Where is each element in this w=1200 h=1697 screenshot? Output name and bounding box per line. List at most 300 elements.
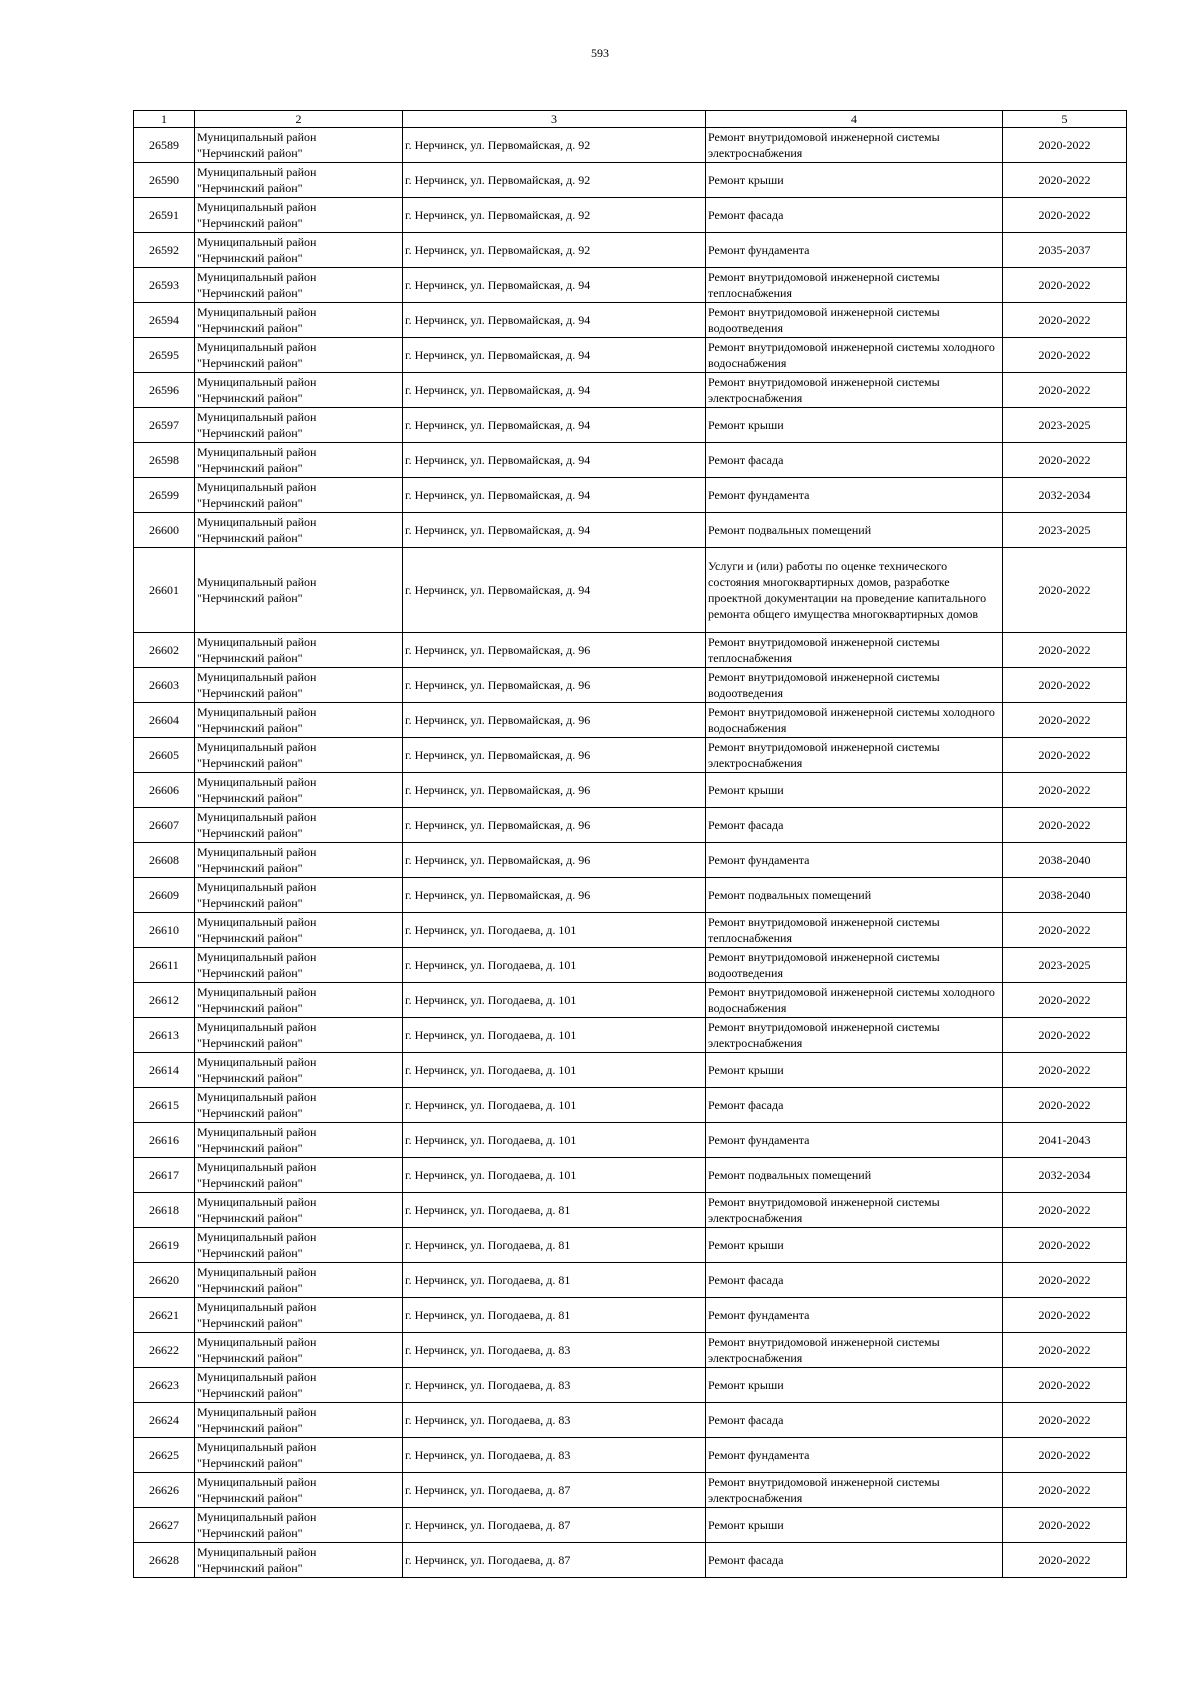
municipality <box>195 163 403 198</box>
municipality-line: "Нерчинский район" <box>197 1071 303 1085</box>
municipality-line: Муниципальный район <box>197 635 317 649</box>
table-row <box>134 1333 1127 1368</box>
table-row <box>134 1228 1127 1263</box>
table-row <box>134 633 1127 668</box>
municipality-line: Муниципальный район <box>197 165 317 179</box>
record-number: 26612 <box>134 983 195 1018</box>
table-row <box>134 408 1127 443</box>
municipality-line: "Нерчинский район" <box>197 1246 303 1260</box>
address: г. Нерчинск, ул. Первомайская, д. 94 <box>403 548 706 633</box>
municipality-line: Муниципальный район <box>197 515 317 529</box>
work-type: Ремонт фундамента <box>706 1298 1003 1333</box>
table-row <box>134 1018 1127 1053</box>
work-type: Ремонт фундамента <box>706 478 1003 513</box>
work-type: Ремонт внутридомовой инженерной системы водоотведения <box>706 668 1003 703</box>
period: 2020-2022 <box>1003 1403 1127 1438</box>
address: г. Нерчинск, ул. Погодаева, д. 81 <box>403 1228 706 1263</box>
municipality-line: Муниципальный район <box>197 1300 317 1314</box>
address: г. Нерчинск, ул. Первомайская, д. 94 <box>403 303 706 338</box>
municipality <box>195 1193 403 1228</box>
work-type: Ремонт внутридомовой инженерной системы электроснабжения <box>706 128 1003 163</box>
municipality-line: Муниципальный район <box>197 1545 317 1559</box>
period: 2038-2040 <box>1003 878 1127 913</box>
municipality-line: Муниципальный район <box>197 1475 317 1489</box>
municipality-line: Муниципальный район <box>197 375 317 389</box>
municipality <box>195 1368 403 1403</box>
municipality-line: "Нерчинский район" <box>197 286 303 300</box>
period: 2041-2043 <box>1003 1123 1127 1158</box>
address: г. Нерчинск, ул. Погодаева, д. 87 <box>403 1543 706 1578</box>
record-number: 26616 <box>134 1123 195 1158</box>
period: 2020-2022 <box>1003 1263 1127 1298</box>
work-type: Ремонт внутридомовой инженерной системы теплоснабжения <box>706 913 1003 948</box>
municipality-line: "Нерчинский район" <box>197 461 303 475</box>
municipality-line: "Нерчинский район" <box>197 1316 303 1330</box>
municipality <box>195 513 403 548</box>
record-number: 26592 <box>134 233 195 268</box>
municipality <box>195 1123 403 1158</box>
municipality <box>195 1333 403 1368</box>
work-type: Ремонт внутридомовой инженерной системы теплоснабжения <box>706 268 1003 303</box>
municipality <box>195 773 403 808</box>
municipality-line: "Нерчинский район" <box>197 1001 303 1015</box>
address: г. Нерчинск, ул. Погодаева, д. 101 <box>403 1158 706 1193</box>
table-row <box>134 878 1127 913</box>
table-header <box>134 111 1127 128</box>
work-type: Ремонт фасада <box>706 1263 1003 1298</box>
municipality-line: "Нерчинский район" <box>197 826 303 840</box>
record-number: 26623 <box>134 1368 195 1403</box>
column-header-4: 4 <box>706 111 1003 128</box>
address: г. Нерчинск, ул. Первомайская, д. 94 <box>403 373 706 408</box>
page-number: 593 <box>591 46 609 60</box>
work-type: Ремонт фасада <box>706 198 1003 233</box>
address: г. Нерчинск, ул. Первомайская, д. 96 <box>403 668 706 703</box>
municipality <box>195 668 403 703</box>
municipality-line: "Нерчинский район" <box>197 1526 303 1540</box>
repair-schedule-table <box>133 110 1127 1578</box>
table-row <box>134 443 1127 478</box>
period: 2020-2022 <box>1003 1473 1127 1508</box>
record-number: 26603 <box>134 668 195 703</box>
period: 2020-2022 <box>1003 1543 1127 1578</box>
municipality-line: Муниципальный район <box>197 845 317 859</box>
work-type: Ремонт крыши <box>706 1508 1003 1543</box>
table-row <box>134 1508 1127 1543</box>
municipality-line: "Нерчинский район" <box>197 686 303 700</box>
period: 2020-2022 <box>1003 1368 1127 1403</box>
work-type: Ремонт подвальных помещений <box>706 1158 1003 1193</box>
municipality-line: Муниципальный район <box>197 1440 317 1454</box>
record-number: 26626 <box>134 1473 195 1508</box>
record-number: 26621 <box>134 1298 195 1333</box>
period: 2020-2022 <box>1003 1298 1127 1333</box>
table-row <box>134 1473 1127 1508</box>
record-number: 26590 <box>134 163 195 198</box>
address: г. Нерчинск, ул. Погодаева, д. 83 <box>403 1368 706 1403</box>
work-type: Ремонт крыши <box>706 1053 1003 1088</box>
record-number: 26597 <box>134 408 195 443</box>
municipality <box>195 738 403 773</box>
period: 2020-2022 <box>1003 338 1127 373</box>
municipality <box>195 1158 403 1193</box>
table-row <box>134 1123 1127 1158</box>
table-row <box>134 338 1127 373</box>
work-type: Ремонт подвальных помещений <box>706 513 1003 548</box>
municipality <box>195 1263 403 1298</box>
period: 2020-2022 <box>1003 808 1127 843</box>
address: г. Нерчинск, ул. Первомайская, д. 94 <box>403 443 706 478</box>
municipality <box>195 1088 403 1123</box>
municipality-line: "Нерчинский район" <box>197 651 303 665</box>
address: г. Нерчинск, ул. Погодаева, д. 81 <box>403 1263 706 1298</box>
municipality-line: "Нерчинский район" <box>197 1211 303 1225</box>
table-row <box>134 808 1127 843</box>
municipality <box>195 303 403 338</box>
table-row <box>134 983 1127 1018</box>
table-row <box>134 948 1127 983</box>
municipality-line: Муниципальный район <box>197 810 317 824</box>
record-number: 26613 <box>134 1018 195 1053</box>
address: г. Нерчинск, ул. Первомайская, д. 92 <box>403 198 706 233</box>
period: 2035-2037 <box>1003 233 1127 268</box>
municipality <box>195 1543 403 1578</box>
table-body <box>134 128 1127 1578</box>
address: г. Нерчинск, ул. Первомайская, д. 96 <box>403 843 706 878</box>
table-row <box>134 268 1127 303</box>
municipality <box>195 338 403 373</box>
record-number: 26609 <box>134 878 195 913</box>
record-number: 26594 <box>134 303 195 338</box>
address: г. Нерчинск, ул. Первомайская, д. 96 <box>403 633 706 668</box>
municipality-line: Муниципальный район <box>197 705 317 719</box>
work-type: Ремонт фасада <box>706 1088 1003 1123</box>
work-type: Ремонт фундамента <box>706 233 1003 268</box>
address: г. Нерчинск, ул. Первомайская, д. 94 <box>403 268 706 303</box>
period: 2020-2022 <box>1003 773 1127 808</box>
period: 2020-2022 <box>1003 668 1127 703</box>
municipality <box>195 198 403 233</box>
work-type: Ремонт крыши <box>706 773 1003 808</box>
municipality-line: "Нерчинский район" <box>197 966 303 980</box>
municipality-line: Муниципальный район <box>197 1090 317 1104</box>
municipality-line: "Нерчинский район" <box>197 1141 303 1155</box>
table-row <box>134 773 1127 808</box>
municipality <box>195 808 403 843</box>
record-number: 26607 <box>134 808 195 843</box>
period: 2020-2022 <box>1003 913 1127 948</box>
municipality-line: "Нерчинский район" <box>197 1491 303 1505</box>
header-row <box>134 111 1127 128</box>
period: 2020-2022 <box>1003 1088 1127 1123</box>
work-type: Ремонт фасада <box>706 1543 1003 1578</box>
address: г. Нерчинск, ул. Погодаева, д. 81 <box>403 1193 706 1228</box>
work-type: Услуги и (или) работы по оценке технического состояния многоквартирных домов, разработке проектной документации на проведение капитального ремонта общего имущества многоквартирных домов <box>706 548 1003 633</box>
record-number: 26608 <box>134 843 195 878</box>
record-number: 26615 <box>134 1088 195 1123</box>
period: 2032-2034 <box>1003 478 1127 513</box>
table-row <box>134 373 1127 408</box>
municipality <box>195 1438 403 1473</box>
work-type: Ремонт внутридомовой инженерной системы электроснабжения <box>706 1018 1003 1053</box>
municipality-line: Муниципальный район <box>197 305 317 319</box>
period: 2020-2022 <box>1003 1018 1127 1053</box>
address: г. Нерчинск, ул. Погодаева, д. 101 <box>403 948 706 983</box>
municipality <box>195 878 403 913</box>
municipality-line: Муниципальный район <box>197 480 317 494</box>
period: 2020-2022 <box>1003 1193 1127 1228</box>
municipality-line: Муниципальный район <box>197 410 317 424</box>
address: г. Нерчинск, ул. Первомайская, д. 96 <box>403 703 706 738</box>
period: 2020-2022 <box>1003 1333 1127 1368</box>
address: г. Нерчинск, ул. Первомайская, д. 94 <box>403 338 706 373</box>
table-row <box>134 1053 1127 1088</box>
period: 2023-2025 <box>1003 948 1127 983</box>
work-type: Ремонт фасада <box>706 1403 1003 1438</box>
municipality-line: "Нерчинский район" <box>197 791 303 805</box>
municipality-line: "Нерчинский район" <box>197 1561 303 1575</box>
table-row <box>134 1403 1127 1438</box>
address: г. Нерчинск, ул. Первомайская, д. 96 <box>403 738 706 773</box>
municipality-line: Муниципальный район <box>197 1405 317 1419</box>
table-row <box>134 233 1127 268</box>
work-type: Ремонт внутридомовой инженерной системы электроснабжения <box>706 1333 1003 1368</box>
record-number: 26619 <box>134 1228 195 1263</box>
column-header-5: 5 <box>1003 111 1127 128</box>
table-row <box>134 198 1127 233</box>
period: 2020-2022 <box>1003 633 1127 668</box>
address: г. Нерчинск, ул. Погодаева, д. 101 <box>403 913 706 948</box>
municipality-line: Муниципальный район <box>197 1020 317 1034</box>
municipality-line: Муниципальный район <box>197 200 317 214</box>
period: 2020-2022 <box>1003 1053 1127 1088</box>
record-number: 26598 <box>134 443 195 478</box>
address: г. Нерчинск, ул. Погодаева, д. 83 <box>403 1438 706 1473</box>
record-number: 26601 <box>134 548 195 633</box>
address: г. Нерчинск, ул. Погодаева, д. 87 <box>403 1508 706 1543</box>
municipality-line: "Нерчинский район" <box>197 1456 303 1470</box>
work-type: Ремонт подвальных помещений <box>706 878 1003 913</box>
municipality <box>195 408 403 443</box>
table-row <box>134 1158 1127 1193</box>
table-row <box>134 303 1127 338</box>
work-type: Ремонт внутридомовой инженерной системы электроснабжения <box>706 1473 1003 1508</box>
record-number: 26628 <box>134 1543 195 1578</box>
municipality-line: "Нерчинский район" <box>197 896 303 910</box>
table-row <box>134 1368 1127 1403</box>
municipality-line: "Нерчинский район" <box>197 1386 303 1400</box>
municipality-line: Муниципальный район <box>197 985 317 999</box>
period: 2020-2022 <box>1003 373 1127 408</box>
record-number: 26624 <box>134 1403 195 1438</box>
municipality-line: Муниципальный район <box>197 775 317 789</box>
record-number: 26602 <box>134 633 195 668</box>
municipality <box>195 233 403 268</box>
municipality-line: "Нерчинский район" <box>197 1176 303 1190</box>
work-type: Ремонт крыши <box>706 163 1003 198</box>
record-number: 26604 <box>134 703 195 738</box>
record-number: 26618 <box>134 1193 195 1228</box>
work-type: Ремонт внутридомовой инженерной системы холодного водоснабжения <box>706 983 1003 1018</box>
address: г. Нерчинск, ул. Погодаева, д. 101 <box>403 983 706 1018</box>
municipality <box>195 1508 403 1543</box>
municipality-line: Муниципальный район <box>197 235 317 249</box>
table-row <box>134 1088 1127 1123</box>
municipality <box>195 983 403 1018</box>
record-number: 26605 <box>134 738 195 773</box>
table-row <box>134 1543 1127 1578</box>
address: г. Нерчинск, ул. Первомайская, д. 96 <box>403 878 706 913</box>
municipality-line: "Нерчинский район" <box>197 1421 303 1435</box>
address: г. Нерчинск, ул. Погодаева, д. 87 <box>403 1473 706 1508</box>
municipality <box>195 1298 403 1333</box>
municipality-line: Муниципальный район <box>197 740 317 754</box>
address: г. Нерчинск, ул. Первомайская, д. 96 <box>403 773 706 808</box>
table-row <box>134 913 1127 948</box>
period: 2020-2022 <box>1003 163 1127 198</box>
record-number: 26596 <box>134 373 195 408</box>
municipality-line: Муниципальный район <box>197 1160 317 1174</box>
record-number: 26611 <box>134 948 195 983</box>
period: 2020-2022 <box>1003 548 1127 633</box>
municipality-line: "Нерчинский район" <box>197 1106 303 1120</box>
column-header-1: 1 <box>134 111 195 128</box>
record-number: 26606 <box>134 773 195 808</box>
municipality-line: "Нерчинский район" <box>197 251 303 265</box>
municipality-line: "Нерчинский район" <box>197 146 303 160</box>
municipality <box>195 633 403 668</box>
municipality-line: "Нерчинский район" <box>197 321 303 335</box>
address: г. Нерчинск, ул. Первомайская, д. 92 <box>403 163 706 198</box>
address: г. Нерчинск, ул. Погодаева, д. 81 <box>403 1298 706 1333</box>
municipality-line: "Нерчинский район" <box>197 531 303 545</box>
municipality-line: "Нерчинский район" <box>197 861 303 875</box>
work-type: Ремонт внутридомовой инженерной системы водоотведения <box>706 303 1003 338</box>
table-row <box>134 163 1127 198</box>
municipality <box>195 843 403 878</box>
municipality-line: "Нерчинский район" <box>197 216 303 230</box>
municipality-line: Муниципальный район <box>197 270 317 284</box>
work-type: Ремонт внутридомовой инженерной системы водоотведения <box>706 948 1003 983</box>
municipality-line: Муниципальный район <box>197 1335 317 1349</box>
table-row <box>134 1438 1127 1473</box>
municipality <box>195 703 403 738</box>
municipality <box>195 1053 403 1088</box>
address: г. Нерчинск, ул. Первомайская, д. 92 <box>403 233 706 268</box>
municipality-line: "Нерчинский район" <box>197 426 303 440</box>
table-row <box>134 738 1127 773</box>
address: г. Нерчинск, ул. Погодаева, д. 83 <box>403 1333 706 1368</box>
record-number: 26595 <box>134 338 195 373</box>
record-number: 26610 <box>134 913 195 948</box>
municipality-line: Муниципальный район <box>197 1230 317 1244</box>
period: 2020-2022 <box>1003 198 1127 233</box>
address: г. Нерчинск, ул. Первомайская, д. 94 <box>403 478 706 513</box>
work-type: Ремонт внутридомовой инженерной системы теплоснабжения <box>706 633 1003 668</box>
municipality <box>195 948 403 983</box>
work-type: Ремонт фундамента <box>706 1123 1003 1158</box>
municipality <box>195 128 403 163</box>
address: г. Нерчинск, ул. Первомайская, д. 94 <box>403 408 706 443</box>
period: 2020-2022 <box>1003 1438 1127 1473</box>
table-row <box>134 668 1127 703</box>
period: 2032-2034 <box>1003 1158 1127 1193</box>
period: 2023-2025 <box>1003 513 1127 548</box>
address: г. Нерчинск, ул. Погодаева, д. 101 <box>403 1053 706 1088</box>
record-number: 26589 <box>134 128 195 163</box>
table-row <box>134 513 1127 548</box>
table-row <box>134 1263 1127 1298</box>
municipality <box>195 548 403 633</box>
record-number: 26599 <box>134 478 195 513</box>
municipality-line: "Нерчинский район" <box>197 496 303 510</box>
work-type: Ремонт фасада <box>706 808 1003 843</box>
record-number: 26625 <box>134 1438 195 1473</box>
record-number: 26593 <box>134 268 195 303</box>
work-type: Ремонт крыши <box>706 408 1003 443</box>
municipality-line: "Нерчинский район" <box>197 1351 303 1365</box>
municipality-line: "Нерчинский район" <box>197 1036 303 1050</box>
record-number: 26591 <box>134 198 195 233</box>
municipality-line: Муниципальный район <box>197 1370 317 1384</box>
municipality-line: Муниципальный район <box>197 670 317 684</box>
municipality-line: "Нерчинский район" <box>197 591 303 605</box>
work-type: Ремонт фундамента <box>706 843 1003 878</box>
period: 2020-2022 <box>1003 128 1127 163</box>
municipality-line: "Нерчинский район" <box>197 181 303 195</box>
address: г. Нерчинск, ул. Погодаева, д. 83 <box>403 1403 706 1438</box>
period: 2020-2022 <box>1003 268 1127 303</box>
record-number: 26620 <box>134 1263 195 1298</box>
municipality-line: Муниципальный район <box>197 1510 317 1524</box>
period: 2020-2022 <box>1003 738 1127 773</box>
record-number: 26627 <box>134 1508 195 1543</box>
municipality-line: "Нерчинский район" <box>197 931 303 945</box>
municipality-line: Муниципальный район <box>197 1055 317 1069</box>
municipality-line: "Нерчинский район" <box>197 356 303 370</box>
municipality-line: Муниципальный район <box>197 915 317 929</box>
municipality-line: "Нерчинский район" <box>197 391 303 405</box>
municipality <box>195 1228 403 1263</box>
municipality <box>195 478 403 513</box>
address: г. Нерчинск, ул. Первомайская, д. 92 <box>403 128 706 163</box>
municipality <box>195 268 403 303</box>
period: 2020-2022 <box>1003 303 1127 338</box>
municipality <box>195 443 403 478</box>
municipality-line: Муниципальный район <box>197 1125 317 1139</box>
municipality-line: Муниципальный район <box>197 575 317 589</box>
period: 2020-2022 <box>1003 443 1127 478</box>
municipality-line: Муниципальный район <box>197 880 317 894</box>
municipality-line: Муниципальный район <box>197 1265 317 1279</box>
address: г. Нерчинск, ул. Погодаева, д. 101 <box>403 1088 706 1123</box>
period: 2020-2022 <box>1003 1228 1127 1263</box>
table-row <box>134 1298 1127 1333</box>
table-row <box>134 703 1127 738</box>
column-header-2: 2 <box>195 111 403 128</box>
table-row <box>134 1193 1127 1228</box>
period: 2023-2025 <box>1003 408 1127 443</box>
municipality-line: "Нерчинский район" <box>197 756 303 770</box>
work-type: Ремонт крыши <box>706 1228 1003 1263</box>
table-row <box>134 843 1127 878</box>
municipality-line: "Нерчинский район" <box>197 1281 303 1295</box>
period: 2020-2022 <box>1003 1508 1127 1543</box>
address: г. Нерчинск, ул. Первомайская, д. 96 <box>403 808 706 843</box>
address: г. Нерчинск, ул. Погодаева, д. 101 <box>403 1123 706 1158</box>
work-type: Ремонт фасада <box>706 443 1003 478</box>
municipality <box>195 1473 403 1508</box>
